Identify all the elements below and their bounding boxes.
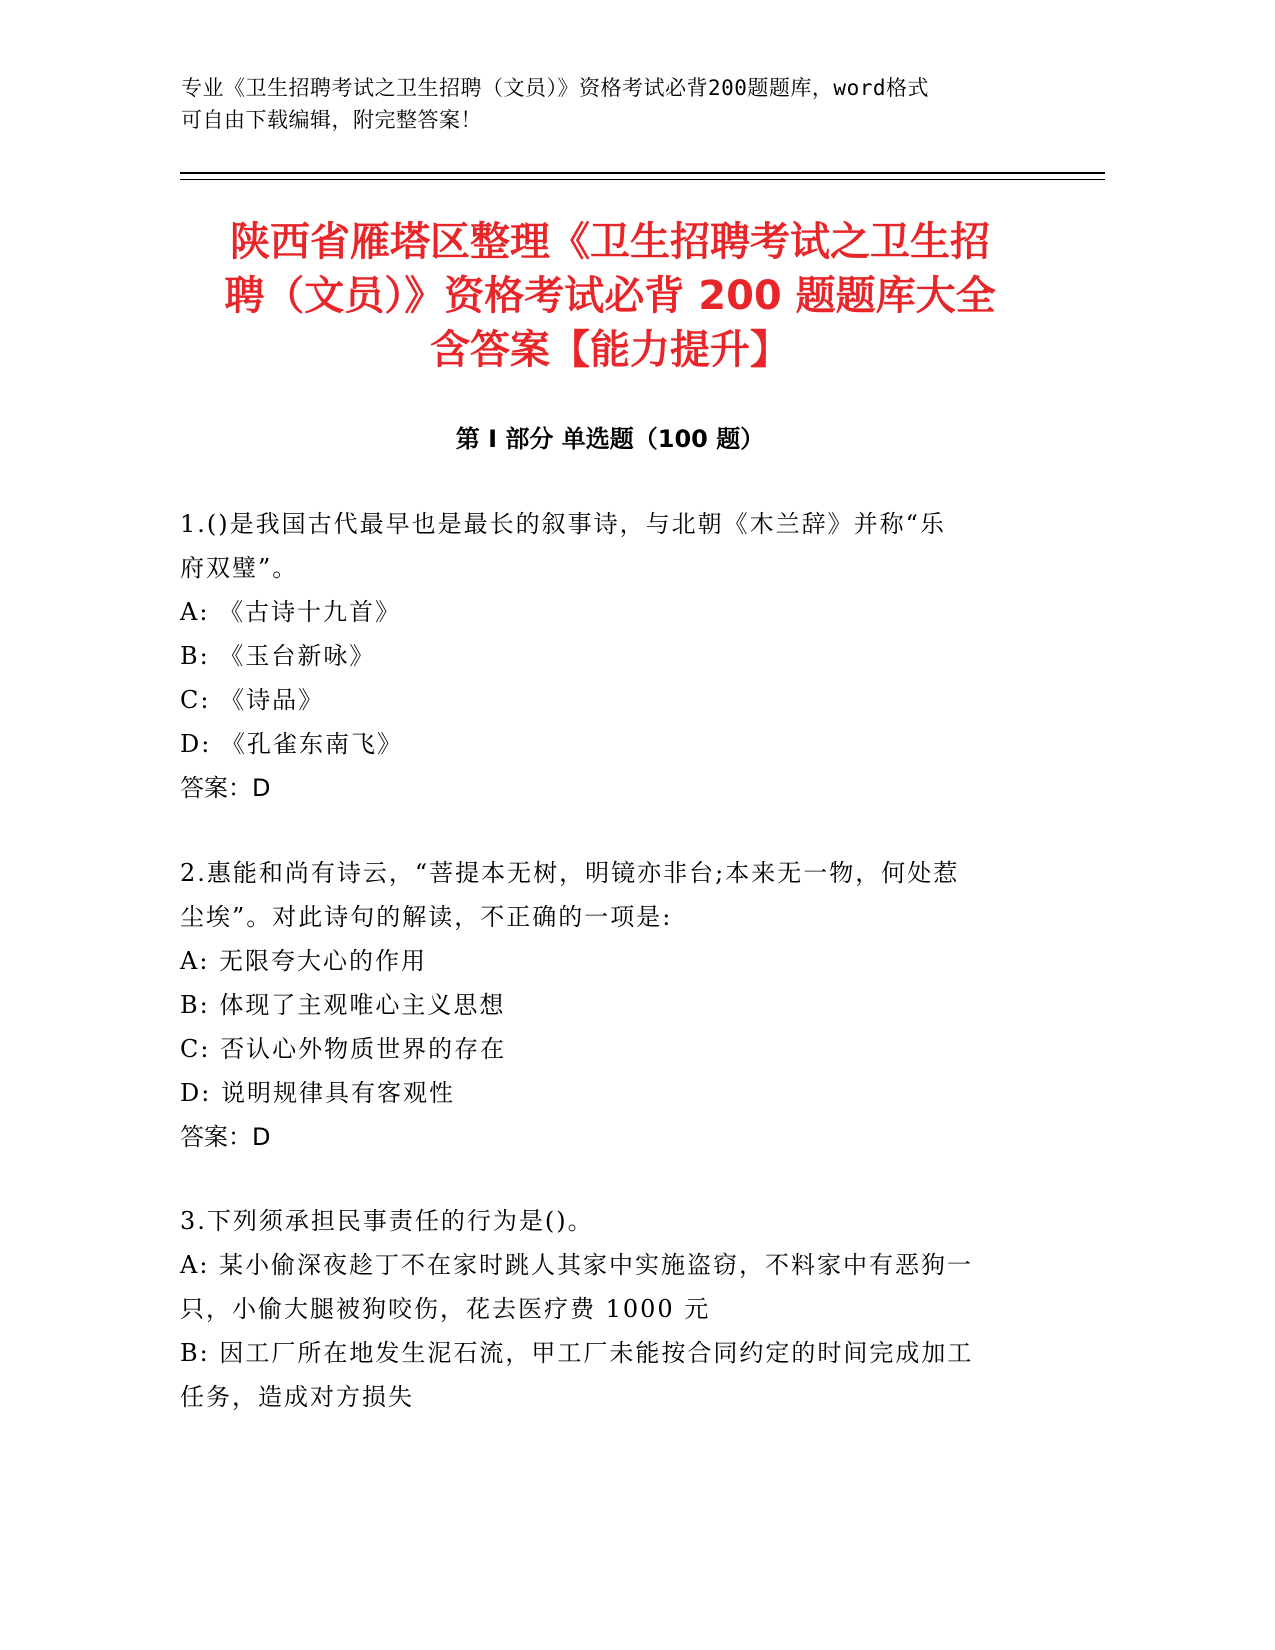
title-line-1: 陕西省雁塔区整理《卫生招聘考试之卫生招 bbox=[230, 219, 990, 265]
answer: 答案：D bbox=[180, 774, 271, 802]
option-a: A: 无限夸大心的作用 bbox=[180, 947, 428, 975]
title-line-3: 含答案【能力提升】 bbox=[430, 327, 790, 373]
option-b: B: 《玉台新咏》 bbox=[180, 642, 376, 670]
question-stem: 3.下列须承担民事责任的行为是()。 bbox=[180, 1207, 594, 1235]
option-b-cont: 任务，造成对方损失 bbox=[180, 1383, 414, 1411]
option-d: D: 说明规律具有客观性 bbox=[180, 1079, 455, 1107]
question-stem-cont: 尘埃”。对此诗句的解读，不正确的一项是: bbox=[180, 903, 673, 931]
question-stem-cont: 府双璧”。 bbox=[180, 554, 299, 582]
question-stem: 2.惠能和尚有诗云，“菩提本无树，明镜亦非台;本来无一物，何处惹 bbox=[180, 859, 960, 887]
question-3 bbox=[180, 1199, 1040, 1419]
document-title bbox=[180, 215, 1040, 377]
section-title: 第 I 部分 单选题（100 题） bbox=[455, 425, 765, 453]
question-2 bbox=[180, 851, 1040, 1159]
option-c: C: 《诗品》 bbox=[180, 686, 325, 714]
question-stem: 1.()是我国古代最早也是最长的叙事诗，与北朝《木兰辞》并称“乐 bbox=[180, 510, 946, 538]
header-line-1: 专业《卫生招聘考试之卫生招聘（文员）》资格考试必背200题题库，word格式 bbox=[181, 76, 929, 100]
option-b: B: 因工厂所在地发生泥石流，甲工厂未能按合同约定的时间完成加工 bbox=[180, 1339, 974, 1367]
option-a: A: 《古诗十九首》 bbox=[180, 598, 402, 626]
option-a-cont: 只，小偷大腿被狗咬伤，花去医疗费 1000 元 bbox=[180, 1295, 711, 1323]
option-d: D: 《孔雀东南飞》 bbox=[180, 730, 403, 758]
header-divider-thick bbox=[180, 172, 1105, 174]
header-divider-thin bbox=[180, 179, 1105, 180]
header-line-2: 可自由下载编辑，附完整答案！ bbox=[181, 108, 482, 132]
title-line-2: 聘（文员）》资格考试必背 200 题题库大全 bbox=[224, 273, 996, 319]
option-c: C: 否认心外物质世界的存在 bbox=[180, 1035, 507, 1063]
option-a: A: 某小偷深夜趁丁不在家时跳人其家中实施盗窃，不料家中有恶狗一 bbox=[180, 1251, 974, 1279]
option-b: B: 体现了主观唯心主义思想 bbox=[180, 991, 506, 1019]
question-1 bbox=[180, 502, 1040, 810]
document-header bbox=[181, 72, 1041, 136]
answer: 答案：D bbox=[180, 1123, 271, 1151]
